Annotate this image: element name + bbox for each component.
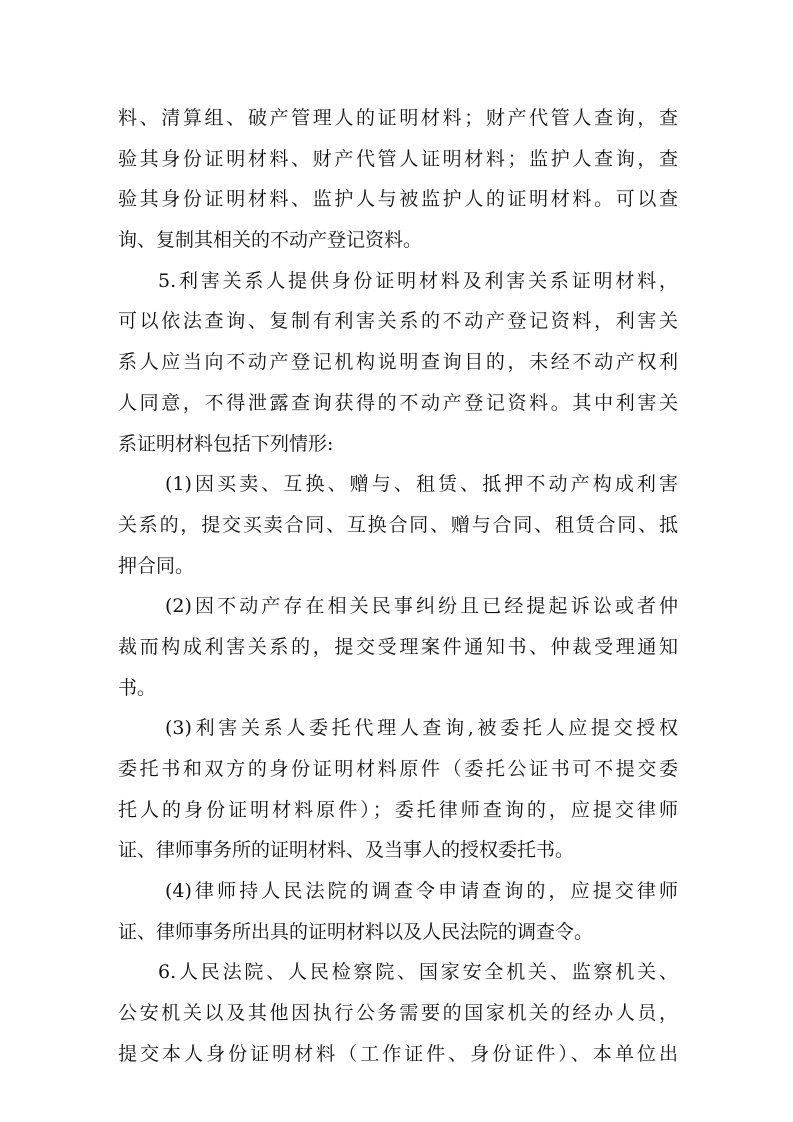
- text-line-2: 验其身份证明材料、财产代管人证明材料；监护人查询，查: [118, 147, 678, 170]
- text-line-20: (4)律师持人民法院的调查令申请查询的，应提交律师: [165, 880, 678, 903]
- text-line-3: 验其身份证明材料、监护人与被监护人的证明材料。可以查: [118, 188, 678, 211]
- text-line-10: (1)因买卖、互换、赠与、租赁、抵押不动产构成利害: [165, 473, 678, 496]
- text-line-18: 托人的身份证明材料原件）；委托律师查询的，应提交律师: [118, 798, 678, 821]
- text-line-23: 公安机关以及其他因执行公务需要的国家机关的经办人员，: [118, 1002, 678, 1025]
- text-line-7: 系人应当向不动产登记机构说明查询目的，未经不动产权利: [118, 351, 678, 374]
- text-line-22: 6.人民法院、人民检察院、国家安全机关、监察机关、: [158, 961, 678, 984]
- text-line-24: 提交本人身份证明材料（工作证件、身份证件）、本单位出: [118, 1042, 678, 1065]
- text-line-1: 料、清算组、破产管理人的证明材料；财产代管人查询，查: [118, 107, 678, 129]
- text-line-4: 询、复制其相关的不动产登记资料。: [118, 229, 423, 252]
- text-line-15: 书。: [118, 676, 157, 699]
- text-line-13: (2)因不动产存在相关民事纠纷且已经提起诉讼或者仲: [165, 595, 678, 618]
- text-line-9: 系证明材料包括下列情形:: [118, 432, 334, 455]
- text-line-21: 证、律师事务所出具的证明材料以及人民法院的调查令。: [118, 920, 594, 943]
- text-line-17: 委托书和双方的身份证明材料原件（委托公证书可不提交委: [118, 758, 678, 780]
- text-line-8: 人同意，不得泄露查询获得的不动产登记资料。其中利害关: [118, 391, 678, 414]
- text-line-19: 证、律师事务所的证明材料、及当事人的授权委托书。: [118, 839, 575, 862]
- text-line-11: 关系的，提交买卖合同、互换合同、赠与合同、租赁合同、抵: [118, 513, 678, 536]
- text-line-14: 裁而构成利害关系的，提交受理案件通知书、仲裁受理通知: [118, 635, 678, 658]
- text-line-6: 可以依法查询、复制有利害关系的不动产登记资料，利害关: [118, 310, 678, 333]
- document-body: [118, 98, 678, 1075]
- text-line-16: (3)利害关系人委托代理人查询,被委托人应提交授权: [165, 717, 678, 740]
- text-line-12: 押合同。: [118, 554, 195, 577]
- text-line-5: 5.利害关系人提供身份证明材料及利害关系证明材料，: [158, 269, 678, 292]
